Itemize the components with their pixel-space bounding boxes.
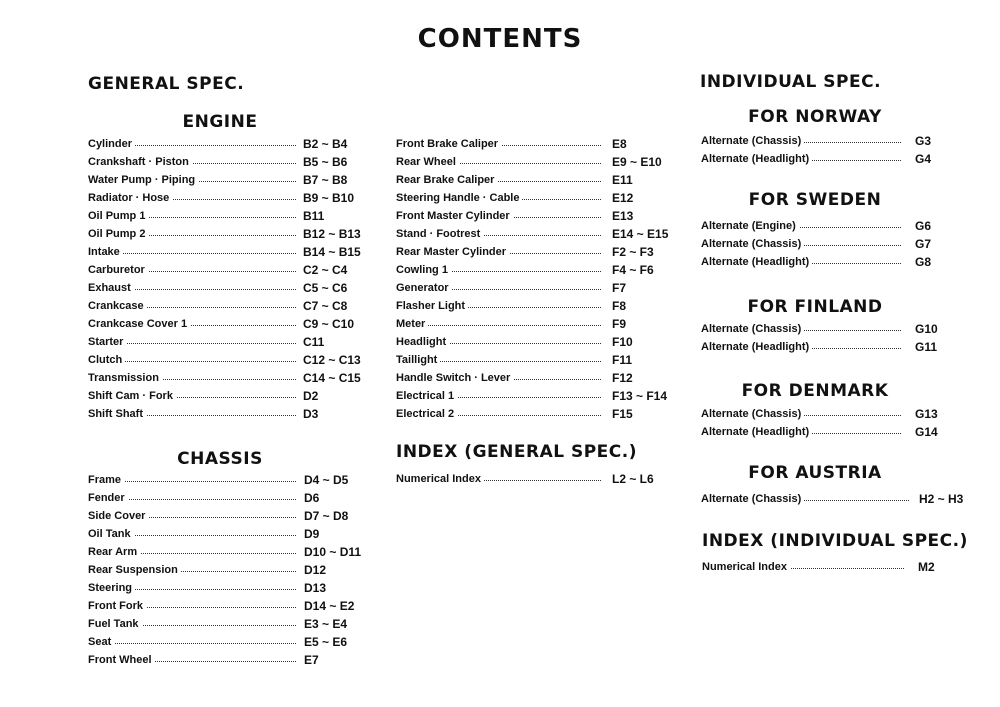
toc-entry-name: Steering — [88, 582, 135, 594]
toc-entry-page: B11 — [303, 209, 325, 223]
toc-entry-page: E8 — [612, 137, 627, 151]
toc-entry-name: Numerical Index — [702, 561, 790, 573]
norway-heading: FOR NORWAY — [748, 107, 882, 127]
toc-entry-name: Front Brake Caliper — [396, 138, 501, 150]
toc-entry-page: E11 — [612, 173, 633, 187]
toc-entry-page: G7 — [915, 237, 932, 251]
toc-entry-name: Headlight — [396, 336, 449, 348]
toc-entry-name: Crankcase Cover 1 — [88, 318, 190, 330]
denmark-heading: FOR DENMARK — [741, 381, 889, 401]
toc-entry-name: Side Cover — [88, 510, 148, 522]
toc-entry-page: F7 — [612, 281, 627, 295]
toc-entry-page: C2 ~ C4 — [303, 263, 348, 277]
toc-entry-page: G10 — [915, 322, 938, 336]
toc-entry-page: D13 — [304, 581, 327, 595]
toc-entry-page: E9 ~ E10 — [612, 155, 662, 169]
toc-entry-page: C9 ~ C10 — [303, 317, 355, 331]
toc-entry-name: Taillight — [396, 354, 440, 366]
finland-heading: FOR FINLAND — [747, 297, 883, 317]
toc-entry-name: Alternate (Chassis) — [701, 323, 804, 335]
toc-entry-name: Alternate (Chassis) — [701, 493, 804, 505]
toc-entry-page: E14 ~ E15 — [612, 227, 669, 241]
toc-entry-name: Steering Handle · Cable — [396, 192, 522, 204]
toc-entry-name: Rear Master Cylinder — [396, 246, 509, 258]
toc-entry-name: Transmission — [88, 372, 162, 384]
toc-entry-page: F8 — [612, 299, 627, 313]
toc-entry-name: Starter — [88, 336, 126, 348]
toc-entry-page: B5 ~ B6 — [303, 155, 348, 169]
toc-entry-page: C11 — [303, 335, 325, 349]
toc-entry-page: B12 ~ B13 — [303, 227, 361, 241]
toc-entry-page: D6 — [304, 491, 320, 505]
sweden-heading: FOR SWEDEN — [748, 190, 882, 210]
toc-entry-name: Shift Shaft — [88, 408, 146, 420]
toc-entry-page: D7 ~ D8 — [304, 509, 349, 523]
toc-entry-name: Rear Brake Caliper — [396, 174, 497, 186]
toc-entry-name: Numerical Index — [396, 473, 484, 485]
toc-entry-page: D9 — [304, 527, 320, 541]
toc-entry-name: Intake — [88, 246, 123, 258]
toc-entry-name: Front Wheel — [88, 654, 155, 666]
toc-entry-name: Crankcase — [88, 300, 147, 312]
austria-heading: FOR AUSTRIA — [748, 463, 882, 483]
toc-entry-page: F11 — [612, 353, 633, 367]
toc-entry-page: D2 — [303, 389, 319, 403]
engine-heading: ENGINE — [182, 112, 258, 132]
toc-entry-page: B9 ~ B10 — [303, 191, 355, 205]
toc-entry-name: Oil Pump 1 — [88, 210, 148, 222]
toc-entry-page: D4 ~ D5 — [304, 473, 349, 487]
toc-entry-page: F12 — [612, 371, 633, 385]
toc-entry-name: Fuel Tank — [88, 618, 142, 630]
toc-entry-name: Seat — [88, 636, 114, 648]
toc-entry-page: G6 — [915, 219, 932, 233]
toc-entry-page: C7 ~ C8 — [303, 299, 348, 313]
toc-entry-page: F13 ~ F14 — [612, 389, 668, 403]
toc-entry-page: D3 — [303, 407, 319, 421]
toc-entry-name: Water Pump · Piping — [88, 174, 198, 186]
toc-entry-page: F10 — [612, 335, 633, 349]
toc-entry-page: F15 — [612, 407, 633, 421]
toc-entry-page: B7 ~ B8 — [303, 173, 348, 187]
toc-entry-page: C5 ~ C6 — [303, 281, 348, 295]
toc-entry-page: G11 — [915, 340, 938, 354]
toc-entry-name: Radiator · Hose — [88, 192, 172, 204]
toc-entry-page: E5 ~ E6 — [304, 635, 348, 649]
toc-entry-name: Rear Arm — [88, 546, 140, 558]
toc-entry-name: Fender — [88, 492, 128, 504]
toc-entry-name: Alternate (Engine) — [701, 220, 799, 232]
toc-entry-page: C14 ~ C15 — [303, 371, 361, 385]
individual-spec-heading: INDIVIDUAL SPEC. — [700, 72, 882, 92]
toc-entry-name: Front Fork — [88, 600, 146, 612]
toc-entry-page: G3 — [915, 134, 932, 148]
toc-entry-page: D14 ~ E2 — [304, 599, 355, 613]
general-index-heading: INDEX (GENERAL SPEC.) — [396, 442, 637, 462]
toc-entry-page: F2 ~ F3 — [612, 245, 654, 259]
toc-entry-name: Alternate (Headlight) — [701, 256, 812, 268]
toc-entry-page: H2 ~ H3 — [919, 492, 964, 506]
toc-entry-name: Electrical 2 — [396, 408, 457, 420]
toc-entry-name: Alternate (Headlight) — [701, 153, 812, 165]
toc-entry-page: G13 — [915, 407, 938, 421]
toc-entry-page: G4 — [915, 152, 932, 166]
toc-entry-name: Crankshaft · Piston — [88, 156, 192, 168]
toc-entry-page: F4 ~ F6 — [612, 263, 654, 277]
chassis-heading: CHASSIS — [177, 449, 263, 469]
toc-entry-name: Flasher Light — [396, 300, 468, 312]
toc-entry-name: Alternate (Chassis) — [701, 135, 804, 147]
toc-entry-page: E3 ~ E4 — [304, 617, 348, 631]
toc-entry-name: Carburetor — [88, 264, 148, 276]
toc-entry-page: F9 — [612, 317, 627, 331]
toc-entry-name: Alternate (Chassis) — [701, 238, 804, 250]
toc-entry-page: G14 — [915, 425, 938, 439]
toc-entry-name: Clutch — [88, 354, 125, 366]
toc-entry-name: Rear Suspension — [88, 564, 181, 576]
toc-entry-page: L2 ~ L6 — [612, 472, 654, 486]
toc-entry-name: Alternate (Headlight) — [701, 426, 812, 438]
toc-entry-page: C12 ~ C13 — [303, 353, 361, 367]
toc-entry-name: Rear Wheel — [396, 156, 459, 168]
toc-entry-name: Front Master Cylinder — [396, 210, 513, 222]
page-title: CONTENTS — [417, 24, 583, 54]
toc-entry-name: Frame — [88, 474, 124, 486]
toc-entry-name: Shift Cam · Fork — [88, 390, 176, 402]
toc-entry-page: M2 — [918, 560, 935, 574]
toc-entry-page: G8 — [915, 255, 932, 269]
toc-entry-page: B14 ~ B15 — [303, 245, 361, 259]
toc-entry-name: Alternate (Chassis) — [701, 408, 804, 420]
toc-entry-name: Cylinder — [88, 138, 135, 150]
toc-entry-name: Exhaust — [88, 282, 134, 294]
toc-entry-page: E12 — [612, 191, 634, 205]
toc-entry-name: Stand · Footrest — [396, 228, 483, 240]
individual-index-heading: INDEX (INDIVIDUAL SPEC.) — [702, 531, 968, 551]
toc-entry-page: E13 — [612, 209, 634, 223]
toc-entry-name: Oil Pump 2 — [88, 228, 148, 240]
toc-entry-page: D12 — [304, 563, 327, 577]
toc-entry-page: D10 ~ D11 — [304, 545, 362, 559]
toc-entry-name: Oil Tank — [88, 528, 134, 540]
toc-entry-name: Cowling 1 — [396, 264, 451, 276]
toc-entry-page: E7 — [304, 653, 319, 667]
toc-entry-page: B2 ~ B4 — [303, 137, 348, 151]
dot-leader — [88, 643, 296, 644]
toc-entry-name: Meter — [396, 318, 428, 330]
toc-entry-name: Handle Switch · Lever — [396, 372, 513, 384]
general-spec-heading: GENERAL SPEC. — [88, 74, 245, 94]
toc-entry-name: Generator — [396, 282, 452, 294]
toc-entry-name: Electrical 1 — [396, 390, 457, 402]
toc-entry-name: Alternate (Headlight) — [701, 341, 812, 353]
